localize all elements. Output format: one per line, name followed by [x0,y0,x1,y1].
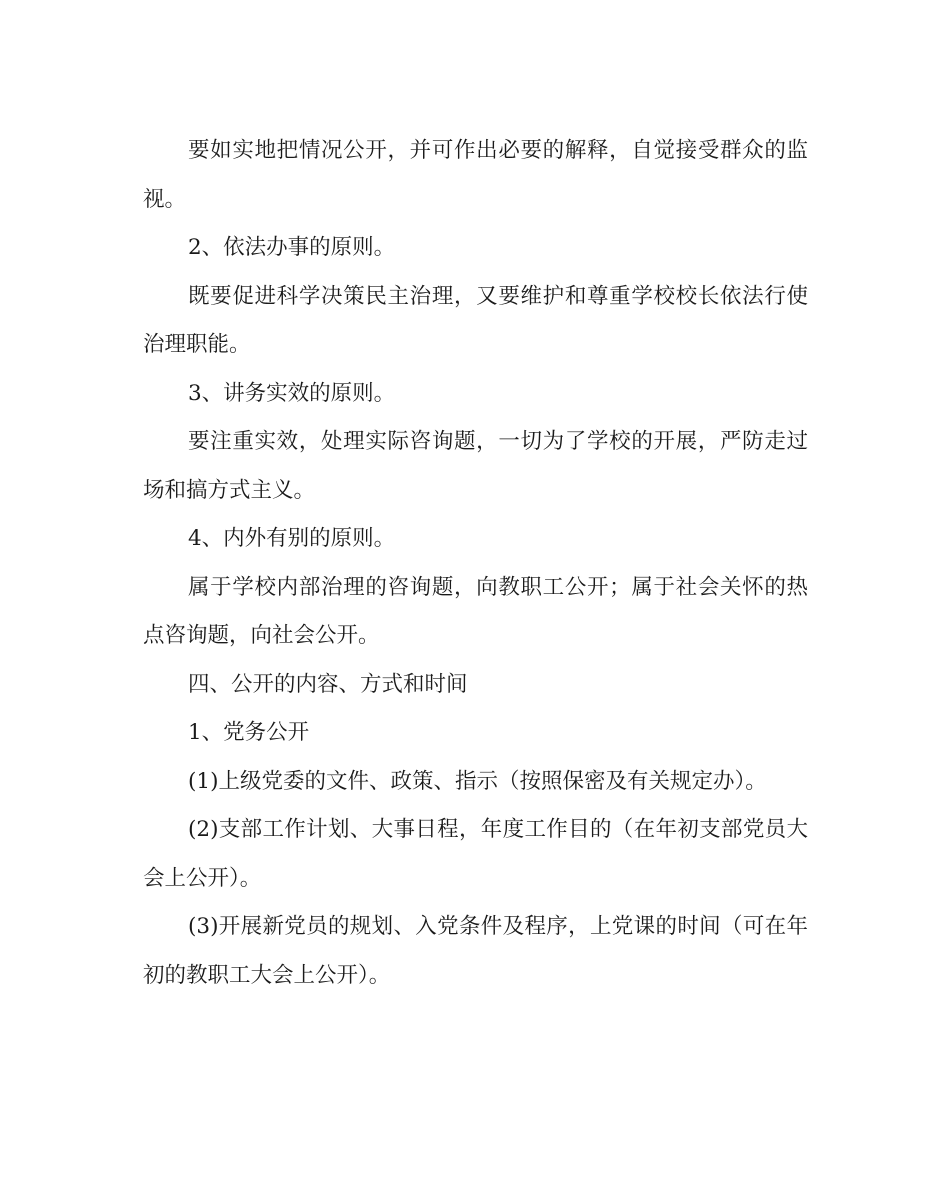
section-heading: 四、公开的内容、方式和时间 [188,671,468,697]
paragraph: 既要促进科学决策民主治理，又要维护和尊重学校校长依法行使治理职能。 [143,283,808,357]
paragraph: 属于学校内部治理的咨询题，向教职工公开；属于社会关怀的热点咨询题，向社会公开。 [143,574,808,648]
document-body [143,127,808,1000]
list-item: (1)上级党委的文件、政策、指示（按照保密及有关规定办）。 [188,768,767,794]
paragraph: 4、内外有别的原则。 [188,526,396,551]
paragraph: 要注重实效，处理实际咨询题，一切为了学校的开展，严防走过场和搞方式主义。 [143,429,808,503]
paragraph: 要如实地把情况公开，并可作出必要的解释，自觉接受群众的监视。 [143,138,808,212]
paragraph: 2、依法办事的原则。 [188,235,396,260]
list-item: (3)开展新党员的规划、入党条件及程序，上党课的时间（可在年初的教职工大会上公开）。 [143,914,808,988]
paragraph: 3、讲务实效的原则。 [188,380,396,406]
subsection-heading: 1、党务公开 [188,720,310,745]
list-item: (2)支部工作计划、大事日程，年度工作目的（在年初支部党员大会上公开）。 [143,817,808,891]
